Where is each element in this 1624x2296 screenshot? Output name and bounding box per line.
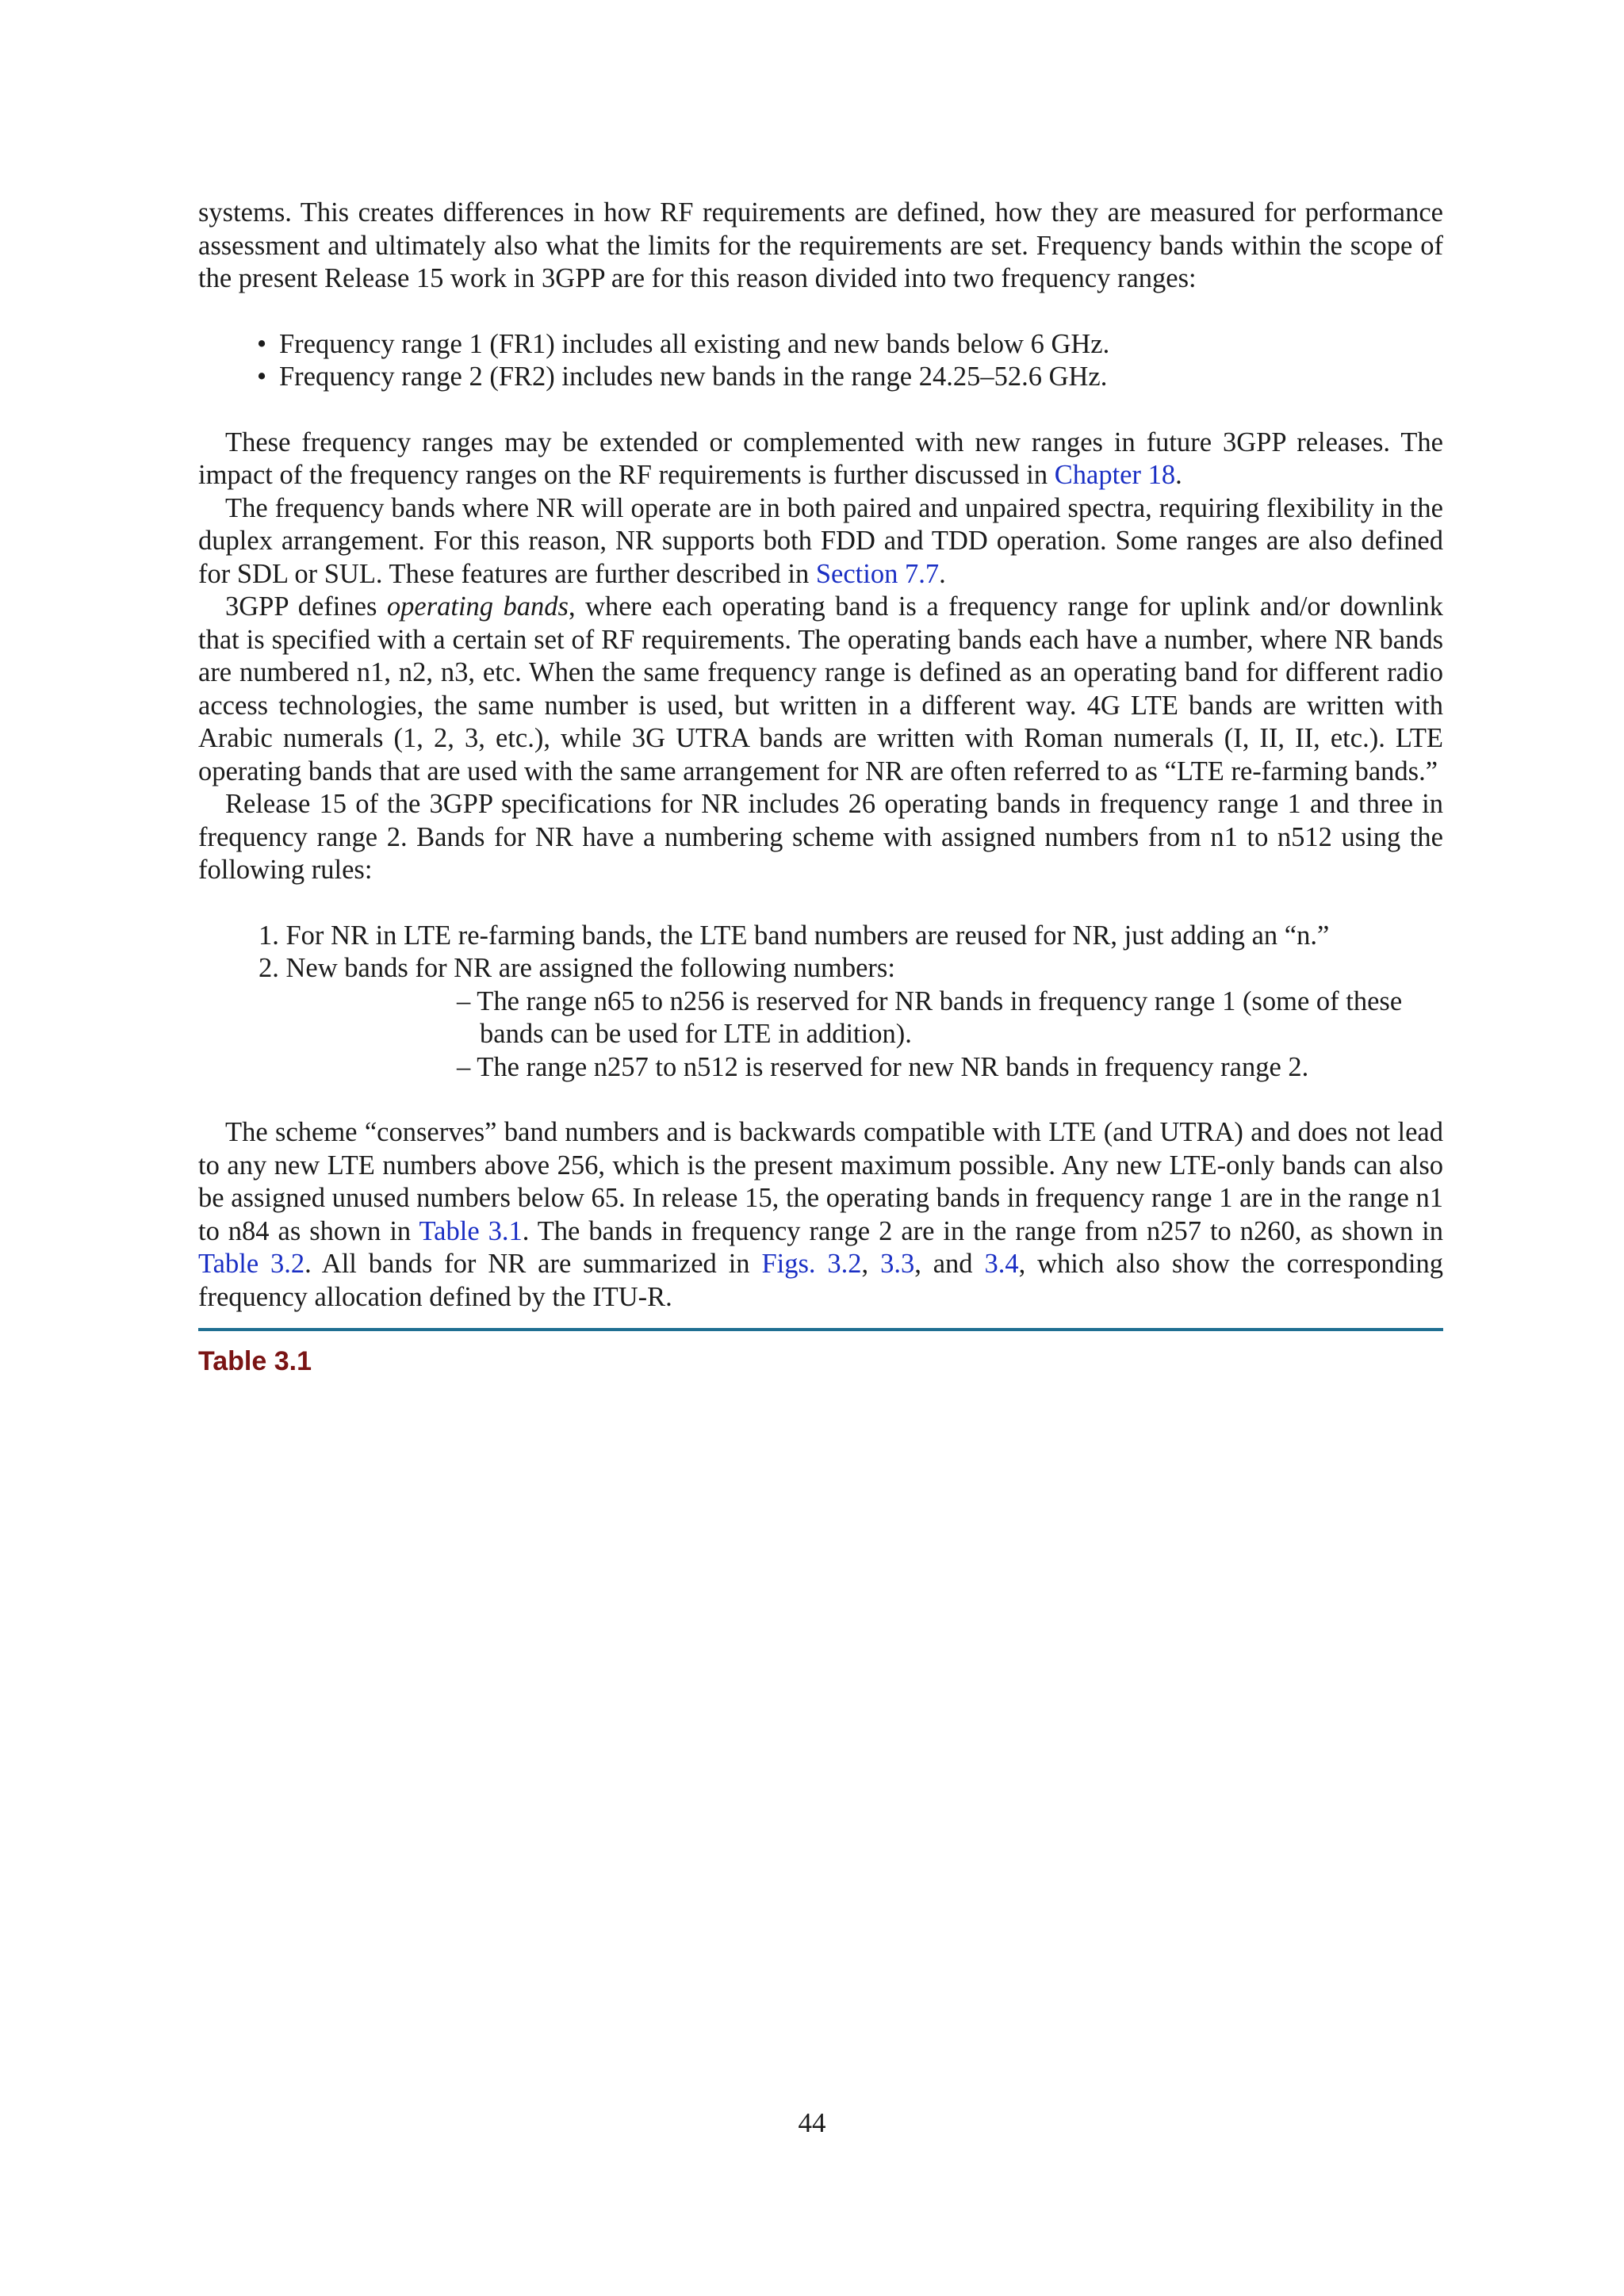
fig-3-4-link[interactable]: 3.4 [984,1249,1019,1279]
frequency-range-list [198,328,1443,394]
table-caption: Table 3.1 [198,1346,312,1376]
paragraph-frequency-ranges: These frequency ranges may be extended or complemented with new ranges in future 3GPP releases. The impact of the frequency ranges on the RF requirements is further discussed in Chapter 18. [198,427,1443,490]
fig-3-2-link[interactable]: Figs. 3.2 [761,1249,862,1279]
page-body [198,197,1443,1379]
list-item: 2. New bands for NR are assigned the following numbers: – The range n65 to n256 is reserved for NR bands in frequency range 1 (some of these bands can be used for LTE in addition). – The range n257 to n512 is reserved for new NR bands in frequency range 2. [259,952,1443,1084]
table-3-1-link[interactable]: Table 3.1 [419,1215,523,1246]
paragraph-scheme: The scheme “conserves” band numbers and is backwards compatible with LTE (and UTRA) and does not lead to any new LTE numbers above 256, which is the present maximum possible. Any new LTE-only bands can also be assigned unused numbers below 65. In release 15, the operating bands in frequency range 1 are in the range n1 to n84 as shown in Table 3.1. The bands in frequency range 2 are in the range from n257 to n260, as shown in Table 3.2. All bands for NR are summarized in Figs. 3.2, 3.3, and 3.4, which also show the corresponding frequency allocation defined by the ITU-R. [198,1117,1443,1312]
numbering-rules-list [198,920,1443,1085]
table-divider [198,1328,1443,1331]
list-item: • Frequency range 1 (FR1) includes all existing and new bands below 6 GHz. [279,328,1443,362]
table-3-2-link[interactable]: Table 3.2 [198,1249,305,1279]
list-item: – The range n257 to n512 is reserved for new NR bands in frequency range 2. [457,1051,1309,1082]
list-item: • Frequency range 2 (FR2) includes new bands in the range 24.25–52.6 GHz. [279,361,1443,394]
fig-3-3-link[interactable]: 3.3 [880,1249,915,1279]
paragraph-duplex: The frequency bands where NR will operate are in both paired and unpaired spectra, requiring flexibility in the duplex arrangement. For this reason, NR supports both FDD and TDD operation. Some ranges are also defined for SDL or SUL. These features are further described in Section 7.7. [198,492,1443,589]
paragraph-release-15: Release 15 of the 3GPP specifications for NR includes 26 operating bands in frequency range 1 and three in frequency range 2. Bands for NR have a numbering scheme with assigned numbers from n1 to n512 using the following rules: [198,789,1443,885]
page-number: 44 [798,2107,826,2138]
section-7-7-link[interactable]: Section 7.7 [815,558,940,589]
paragraph-intro: systems. This creates differences in how RF requirements are defined, how they are measured for performance assessment and ultimately also what the limits for the requirements are set. Frequency bands within the scope of the present Release 15 work in 3GPP are for this reason divided into two frequency ranges: [198,197,1443,293]
list-item: 1. For NR in LTE re-farming bands, the LTE band numbers are reused for NR, just adding an “n.” [259,920,1330,951]
paragraph-operating-bands: 3GPP defines operating bands, where each operating band is a frequency range for uplink and/or downlink that is specified with a certain set of RF requirements. The operating bands each have a number, where NR bands are numbered n1, n2, n3, etc. When the same frequency range is defined as an operating band for different radio access technologies, the same number is used, but written in a different way. 4G LTE bands are written with Arabic numerals (1, 2, 3, etc.), while 3G UTRA bands are written with Roman numerals (I, II, II, etc.). LTE operating bands that are used with the same arrangement for NR are often referred to as “LTE re-farming bands.” [198,591,1443,786]
sub-rules-list [259,985,1443,1085]
chapter-18-link[interactable]: Chapter 18 [1054,460,1176,490]
list-item: – The range n65 to n256 is reserved for NR bands in frequency range 1 (some of these bands can be used for LTE in addition). [457,985,1403,1049]
